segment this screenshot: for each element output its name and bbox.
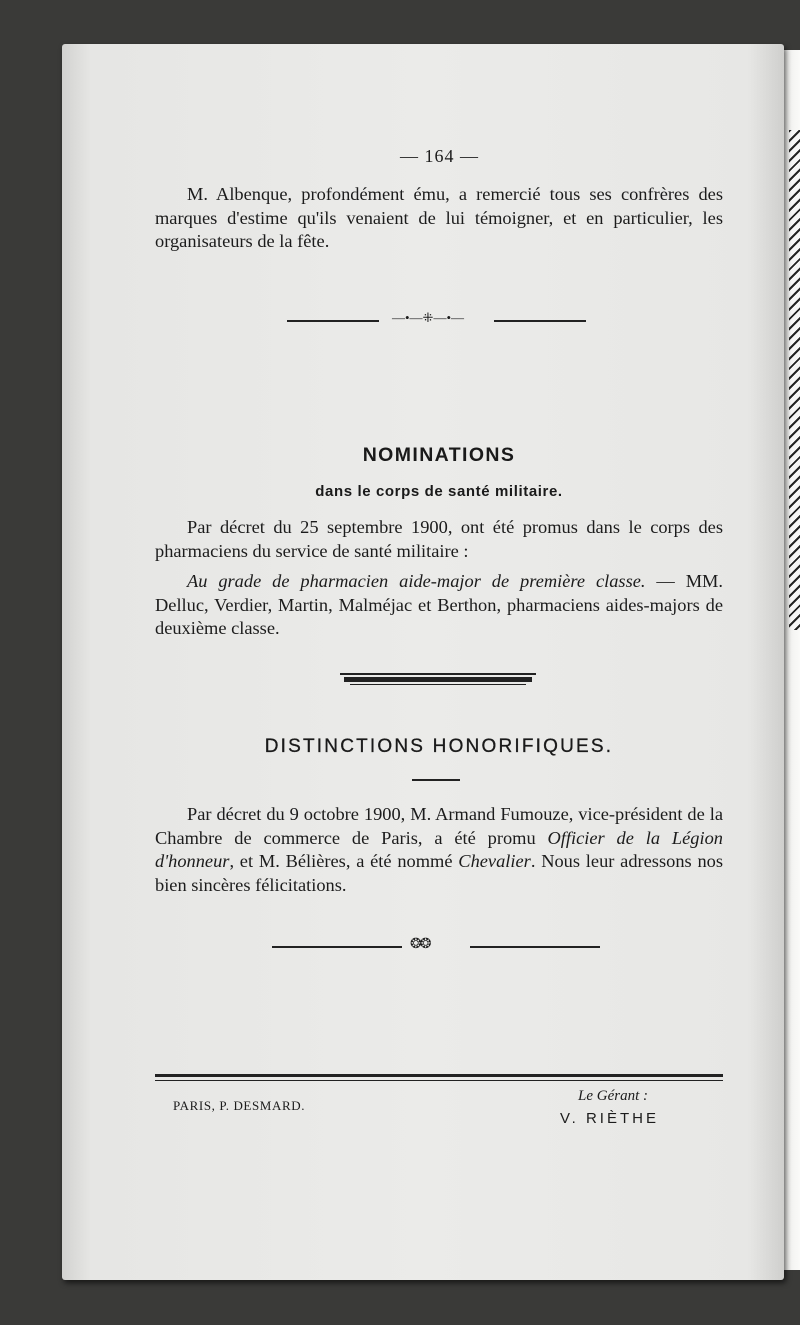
grade-label: Au grade de pharmacien aide-major de première classe. <box>187 571 646 591</box>
ornament-2-rule-right <box>470 946 600 948</box>
nominations-heading: NOMINATIONS <box>362 444 516 466</box>
ornament-2-divider: ❂❂ <box>410 937 430 952</box>
nominations-decree: Par décret du 25 septembre 1900, ont été promus dans le corps des pharmaciens du service de santé militaire : <box>155 517 723 561</box>
ornament-divider: —•—⁜—•— <box>392 310 464 325</box>
nominations-subheading: dans le corps de santé militaire. <box>315 483 563 500</box>
ornament-rule-left <box>287 320 379 322</box>
decree-start: Par décret du 9 octobre 1900, M. Armand Fumouze, vice-président de la Chambre de commerce de Paris, a été promu <box>155 804 723 848</box>
distinctions-decree <box>155 803 723 897</box>
page-edge-strip <box>789 130 800 630</box>
decree-end: . Nous leur adressons nos bien sincères félicitations. <box>155 851 723 895</box>
manager-label: Le Gérant : <box>578 1088 648 1104</box>
intro-paragraph: M. Albenque, profondément ému, a remercié tous ses confrères des marques d'estime qu'ils venaient de lui témoigner, et en particulier, les organisateurs de la fête. <box>155 184 723 251</box>
section-rule-bottom <box>350 684 526 685</box>
honor-chevalier: Chevalier <box>458 851 531 871</box>
ornament-2-rule-left <box>272 946 402 948</box>
manager-name: V. RIÈTHE <box>560 1110 659 1127</box>
section-rule-top <box>340 673 536 675</box>
promotion-text: — MM. Delluc, Verdier, Martin, Malméjac et Berthon, pharmaciens aides-majors de deuxième classe. <box>155 571 723 638</box>
distinctions-heading: DISTINCTIONS HONORIFIQUES. <box>264 736 614 757</box>
footer-rule-thin <box>155 1080 723 1081</box>
nominations-promotion <box>155 570 723 641</box>
footer-rule-thick <box>155 1074 723 1077</box>
printer-imprint: PARIS, P. DESMARD. <box>173 1098 306 1113</box>
short-rule <box>412 779 460 781</box>
section-rule-thick <box>344 677 532 682</box>
page-number: — 164 — <box>400 146 479 166</box>
decree-middle: , et M. Bélières, a été nommé <box>229 851 459 871</box>
honor-officer: Officier de la Légion d'honneur <box>155 827 723 871</box>
ornament-rule-right <box>494 320 586 322</box>
